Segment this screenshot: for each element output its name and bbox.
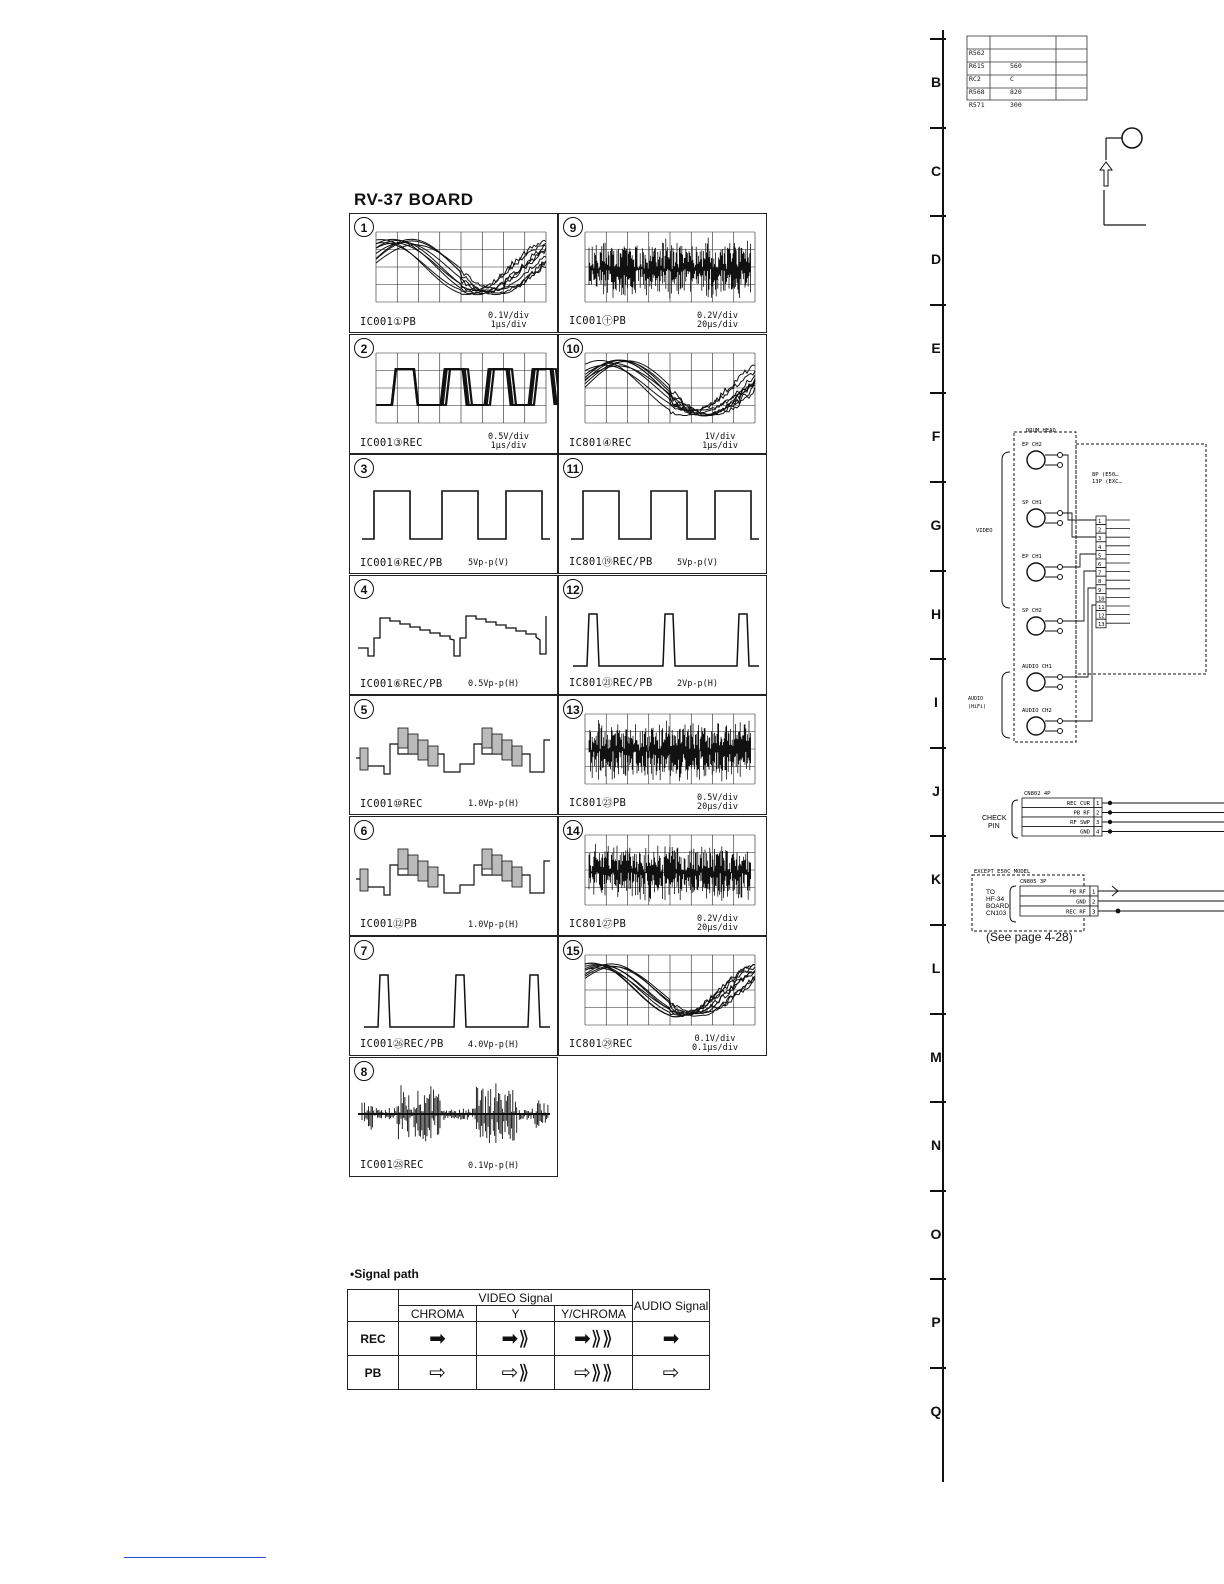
drum-head-svg <box>968 424 1224 744</box>
panel-number: 12 <box>563 579 583 599</box>
hf34-label: CN103 <box>986 910 1007 917</box>
head-label: AUDIO CH1 <box>1022 664 1052 670</box>
grid-tick <box>930 835 946 837</box>
terminal-icon <box>1058 521 1063 526</box>
panel-scale: 4.0Vp-p(H) <box>468 1040 520 1050</box>
head-lead <box>1045 455 1058 465</box>
grid-letter: K <box>930 871 942 888</box>
grid-letter: D <box>930 251 942 268</box>
waveform-panel-5 <box>349 695 558 815</box>
grid-letter: B <box>930 74 942 90</box>
grid-tick <box>930 215 946 217</box>
panel-number: 9 <box>563 217 583 237</box>
panel-number: 6 <box>354 820 374 840</box>
hf34-conn: CN805 3P <box>1020 879 1047 885</box>
col-ychroma: Y/CHROMA <box>555 1306 633 1322</box>
pb-audio-arrow-icon: ⇨ <box>633 1356 710 1390</box>
row-rec-label: REC <box>348 1322 399 1356</box>
waveform-panel-6 <box>349 816 558 936</box>
panel-scale: 1V/div 1μs/div <box>702 431 738 451</box>
col-y: Y <box>477 1306 555 1322</box>
grid-tick <box>930 924 946 926</box>
panel-scale: 0.5V/div 1μs/div <box>488 431 529 451</box>
audio-label: AUDIO <box>968 696 984 702</box>
chroma-block <box>360 748 368 770</box>
pb-y-arrow-icon: ⇨⟫ <box>477 1356 555 1390</box>
grid-border-line <box>942 30 944 1482</box>
panel-scale: 0.1V/div 1μs/div <box>488 311 529 330</box>
waveform-panel-3 <box>349 454 558 574</box>
parts-ref: R571 <box>969 101 985 109</box>
waveform-panel-8 <box>349 1057 558 1177</box>
grid-tick <box>930 747 946 749</box>
head-wire <box>1062 513 1096 537</box>
chroma-block <box>398 849 408 869</box>
panel-caption: IC801⑲REC/PB <box>569 556 653 568</box>
terminal-icon <box>1058 729 1063 734</box>
panel-number: 13 <box>563 699 583 719</box>
head-coil-icon <box>1027 717 1045 735</box>
waveform-panel-4 <box>349 575 558 695</box>
rec-y-arrow-icon: ➡⟫ <box>477 1322 555 1356</box>
check-pin-num: 3 <box>1096 820 1100 826</box>
test-point-icon <box>1108 829 1112 833</box>
chroma-block <box>482 849 492 869</box>
head-lead <box>1045 677 1058 687</box>
parts-ref: R615 <box>969 62 985 70</box>
check-row-label: PB RF <box>1073 810 1090 817</box>
rec-chroma-arrow-icon: ➡ <box>399 1322 477 1356</box>
waveform-panel-13 <box>558 695 767 815</box>
check-pin-label: CHECK <box>982 815 1007 822</box>
check-row-label: REC CUR <box>1066 801 1090 807</box>
signal-path-title: •Signal path <box>350 1267 419 1281</box>
waveform-panel-10 <box>558 334 767 454</box>
panel-scale: 0.5V/div 20μs/div <box>697 793 738 812</box>
hf34-title: EXCEPT E50C MODEL <box>974 869 1031 875</box>
panel-number: 15 <box>563 940 583 960</box>
panel-caption: IC801㉓PB <box>569 797 627 809</box>
panel-number: 5 <box>354 699 374 719</box>
panel-scale: 2Vp-p(H) <box>677 678 718 689</box>
hf34-pin-num: 1 <box>1092 889 1096 896</box>
panel-caption: IC001㉘REC <box>360 1158 424 1171</box>
waveform-panel-1 <box>349 213 558 333</box>
panel-number: 14 <box>563 820 583 840</box>
grid-letter: G <box>930 517 942 533</box>
pin-number: 11 <box>1098 605 1105 611</box>
grid-letter: C <box>930 162 942 179</box>
pulse-wave <box>364 975 550 1027</box>
head-label: SP CH2 <box>1022 608 1042 614</box>
drum-outline <box>1014 432 1076 742</box>
head-wire <box>1062 554 1096 567</box>
rec-audio-arrow-icon: ➡ <box>633 1322 710 1356</box>
grid-letter: N <box>930 1137 942 1154</box>
grid-letter: M <box>930 1048 942 1065</box>
panel-scale: 5Vp-p(V) <box>677 558 718 568</box>
staircase-wave <box>358 616 546 656</box>
panel-number: 11 <box>563 458 583 478</box>
see-page-note: (See page 4-28) <box>986 930 1073 944</box>
grid-letter: J <box>932 782 940 799</box>
waveform-panel-7 <box>349 936 558 1056</box>
panel-number: 7 <box>354 940 374 960</box>
grid-letter: O <box>930 1225 942 1242</box>
waveform-plot <box>350 455 557 573</box>
grid-tick <box>930 658 946 660</box>
chroma-block <box>428 867 438 887</box>
parts-ref: R562 <box>969 49 985 57</box>
grid-letter: P <box>931 1314 941 1331</box>
terminal-icon <box>1058 719 1063 724</box>
check-row-label: GND <box>1080 829 1090 836</box>
footnote-rule <box>124 1557 266 1558</box>
grid-letter: L <box>931 960 941 976</box>
head-coil-icon <box>1027 451 1045 469</box>
head-label: AUDIO CH2 <box>1022 708 1052 714</box>
drum-head-block <box>968 424 1224 744</box>
chroma-block <box>398 728 408 748</box>
panel-scale: 0.5Vp-p(H) <box>468 678 520 689</box>
parts-ref: R568 <box>969 88 985 96</box>
terminal-icon <box>1058 565 1063 570</box>
waveform-panel-14 <box>558 816 767 936</box>
chroma-block <box>512 746 522 766</box>
head-label: EP CH1 <box>1022 554 1042 560</box>
hf34-row-label: PB RF <box>1069 889 1086 896</box>
pin-number: 3 <box>1098 536 1102 543</box>
grid-letter: F <box>931 428 941 445</box>
grid-letter: H <box>930 605 942 622</box>
chroma-block <box>492 855 502 875</box>
chroma-block <box>408 855 418 875</box>
pin-number: 2 <box>1098 527 1102 534</box>
panel-caption: IC801④REC <box>569 436 632 449</box>
grid-tick <box>930 304 946 306</box>
pin-number: 10 <box>1098 596 1105 603</box>
panel-scale: 0.2V/div 20μs/div <box>697 913 738 933</box>
hf34-row-label: REC RF <box>1066 909 1086 916</box>
square-wave <box>362 491 550 539</box>
panel-caption: IC001①PB <box>360 316 417 328</box>
parts-val: C <box>1010 75 1014 83</box>
hf34-pin-num: 2 <box>1092 899 1096 906</box>
grid-letter: Q <box>930 1403 942 1419</box>
hf34-row-label: GND <box>1076 899 1086 906</box>
pin-number: 4 <box>1098 544 1102 551</box>
grid-tick <box>930 1013 946 1015</box>
panel-caption: IC801㉙REC <box>569 1038 633 1050</box>
hf34-pin-num: 3 <box>1092 909 1096 916</box>
panel-caption: IC001㉖REC/PB <box>360 1038 444 1050</box>
panel-scale: 0.2V/div 20μs/div <box>697 311 738 330</box>
terminal-icon <box>1058 511 1063 516</box>
grid-letter: I <box>934 694 938 711</box>
terminal-icon <box>1058 453 1063 458</box>
chroma-block <box>418 740 428 760</box>
parts-val: 300 <box>1010 101 1022 109</box>
pulse-wave <box>573 614 759 666</box>
video-brace <box>1002 452 1010 608</box>
check-pin-svg <box>978 788 1224 844</box>
pin-number: 8 <box>1098 579 1102 586</box>
audio-brace <box>1002 672 1010 738</box>
head-lead <box>1045 621 1058 631</box>
check-pin-block <box>978 788 1224 844</box>
grid-tick <box>930 1190 946 1192</box>
waveform-plot <box>350 696 557 814</box>
chroma-block <box>502 861 512 881</box>
check-pin-num: 2 <box>1096 810 1100 817</box>
audio-signal-header: AUDIO Signal <box>633 1290 710 1322</box>
head-coil-icon <box>1027 617 1045 635</box>
check-pin-label: PIN <box>988 823 1000 830</box>
panel-caption: IC001⑩REC <box>360 798 423 810</box>
chroma-block <box>502 740 512 760</box>
panel-caption: IC801㉑REC/PB <box>569 676 653 689</box>
board-title: RV-37 BOARD <box>354 190 474 209</box>
head-coil-icon <box>1027 563 1045 581</box>
chroma-block <box>512 867 522 887</box>
chroma-block <box>428 746 438 766</box>
video-label: VIDEO <box>976 528 993 534</box>
terminal-icon <box>1058 629 1063 634</box>
grid-tick <box>930 570 946 572</box>
check-brace <box>1012 800 1018 838</box>
head-coil-icon <box>1027 509 1045 527</box>
terminal-icon <box>1116 909 1121 914</box>
panel-scale: 1.0Vp-p(H) <box>468 919 520 930</box>
head-label: SP CH1 <box>1022 500 1042 506</box>
chroma-block <box>492 734 502 754</box>
panel-number: 10 <box>563 338 583 358</box>
panel-number: 8 <box>354 1061 374 1081</box>
panel-number: 4 <box>354 579 374 599</box>
head-lead <box>1045 567 1058 577</box>
parts-val: 560 <box>1010 62 1022 70</box>
check-pin-conn: CN802 4P <box>1024 791 1051 797</box>
hf34-connector-svg <box>968 866 1224 928</box>
grid-tick <box>930 481 946 483</box>
terminal-icon <box>1058 463 1063 468</box>
waveform-panel-9 <box>558 213 767 333</box>
head-wire <box>1062 588 1096 677</box>
test-point-icon <box>1108 820 1112 824</box>
test-point-icon <box>1108 810 1112 814</box>
waveform-panel-11 <box>558 454 767 574</box>
pin-number: 5 <box>1098 553 1102 560</box>
pb-ychroma-arrow-icon: ⇨⟫⟫ <box>555 1356 633 1390</box>
waveform-panel-12 <box>558 575 767 695</box>
test-point-icon <box>1108 801 1112 805</box>
hf34-label: TO <box>986 889 995 896</box>
hf34-label: HF-34 <box>986 896 1005 903</box>
panel-scale: 5Vp-p(V) <box>468 558 509 568</box>
panel-caption: IC001㊉PB <box>569 315 627 327</box>
head-lead <box>1045 721 1058 731</box>
audio-label: (HiFi) <box>968 704 987 710</box>
connector-label: 8P (E50… <box>1092 472 1119 478</box>
waveform-grid <box>349 213 770 1181</box>
terminal-icon <box>1058 575 1063 580</box>
waveform-panel-2 <box>349 334 558 454</box>
head-wire <box>1062 605 1096 721</box>
transistor-fragment <box>1086 110 1146 230</box>
chroma-block <box>482 728 492 748</box>
drum-title: DRUM HEAD <box>1026 428 1056 434</box>
hf34-label: BOARD <box>986 903 1010 910</box>
grid-tick <box>930 127 946 129</box>
row-pb-label: PB <box>348 1356 399 1390</box>
hf34-brace <box>1010 886 1016 922</box>
head-coil-icon <box>1027 673 1045 691</box>
head-wire <box>1062 455 1096 520</box>
panel-scale: 0.1V/div 0.1μs/div <box>691 1034 738 1053</box>
parts-val: 820 <box>1010 88 1022 96</box>
grid-tick <box>930 1278 946 1280</box>
grid-letter: E <box>931 339 941 356</box>
head-label: EP CH2 <box>1022 442 1042 448</box>
pb-chroma-arrow-icon: ⇨ <box>399 1356 477 1390</box>
panel-scale: 1.0Vp-p(H) <box>468 799 520 809</box>
panel-number: 3 <box>354 458 374 478</box>
panel-caption: IC801㉗PB <box>569 917 627 930</box>
hf34-block <box>968 866 1224 950</box>
check-pin-num: 1 <box>1096 801 1100 807</box>
panel-caption: IC001⑥REC/PB <box>360 677 443 690</box>
chroma-block <box>408 734 418 754</box>
pin-number: 9 <box>1098 587 1102 594</box>
pin-number: 13 <box>1098 622 1105 629</box>
panel-caption: IC001③REC <box>360 436 423 449</box>
chroma-block <box>360 869 368 891</box>
connector-label: 13P (EXC… <box>1092 479 1122 485</box>
square-wave <box>571 491 759 539</box>
video-signal-header: VIDEO Signal <box>399 1290 633 1306</box>
check-row-label: RF SWP <box>1070 820 1090 826</box>
terminal-icon <box>1058 675 1063 680</box>
grid-tick <box>930 1367 946 1369</box>
rec-ychroma-arrow-icon: ➡⟫⟫ <box>555 1322 633 1356</box>
panel-number: 1 <box>354 217 374 237</box>
grid-tick <box>930 1101 946 1103</box>
waveform-panel-15 <box>558 936 767 1056</box>
grid-tick <box>930 38 946 40</box>
panel-number: 2 <box>354 338 374 358</box>
panel-scale: 0.1Vp-p(H) <box>468 1160 520 1171</box>
head-lead <box>1045 513 1058 523</box>
pin-number: 6 <box>1098 562 1102 568</box>
pin-number: 7 <box>1098 570 1102 577</box>
parts-ref: RC2 <box>969 75 981 83</box>
pin-number: 12 <box>1098 613 1105 620</box>
check-pin-num: 4 <box>1096 829 1100 836</box>
parts-table <box>966 35 1088 109</box>
terminal-icon <box>1058 685 1063 690</box>
col-chroma: CHROMA <box>399 1306 477 1322</box>
waveform-plot <box>350 576 557 694</box>
signal-path-table <box>347 1289 710 1390</box>
corner-cell <box>348 1290 399 1322</box>
grid-tick <box>930 392 946 394</box>
chroma-block <box>418 861 428 881</box>
pin-number: 1 <box>1098 519 1102 525</box>
panel-caption: IC001⑫PB <box>360 917 418 930</box>
panel-caption: IC001④REC/PB <box>360 557 443 569</box>
head-wire <box>1062 571 1096 621</box>
terminal-icon <box>1058 619 1063 624</box>
